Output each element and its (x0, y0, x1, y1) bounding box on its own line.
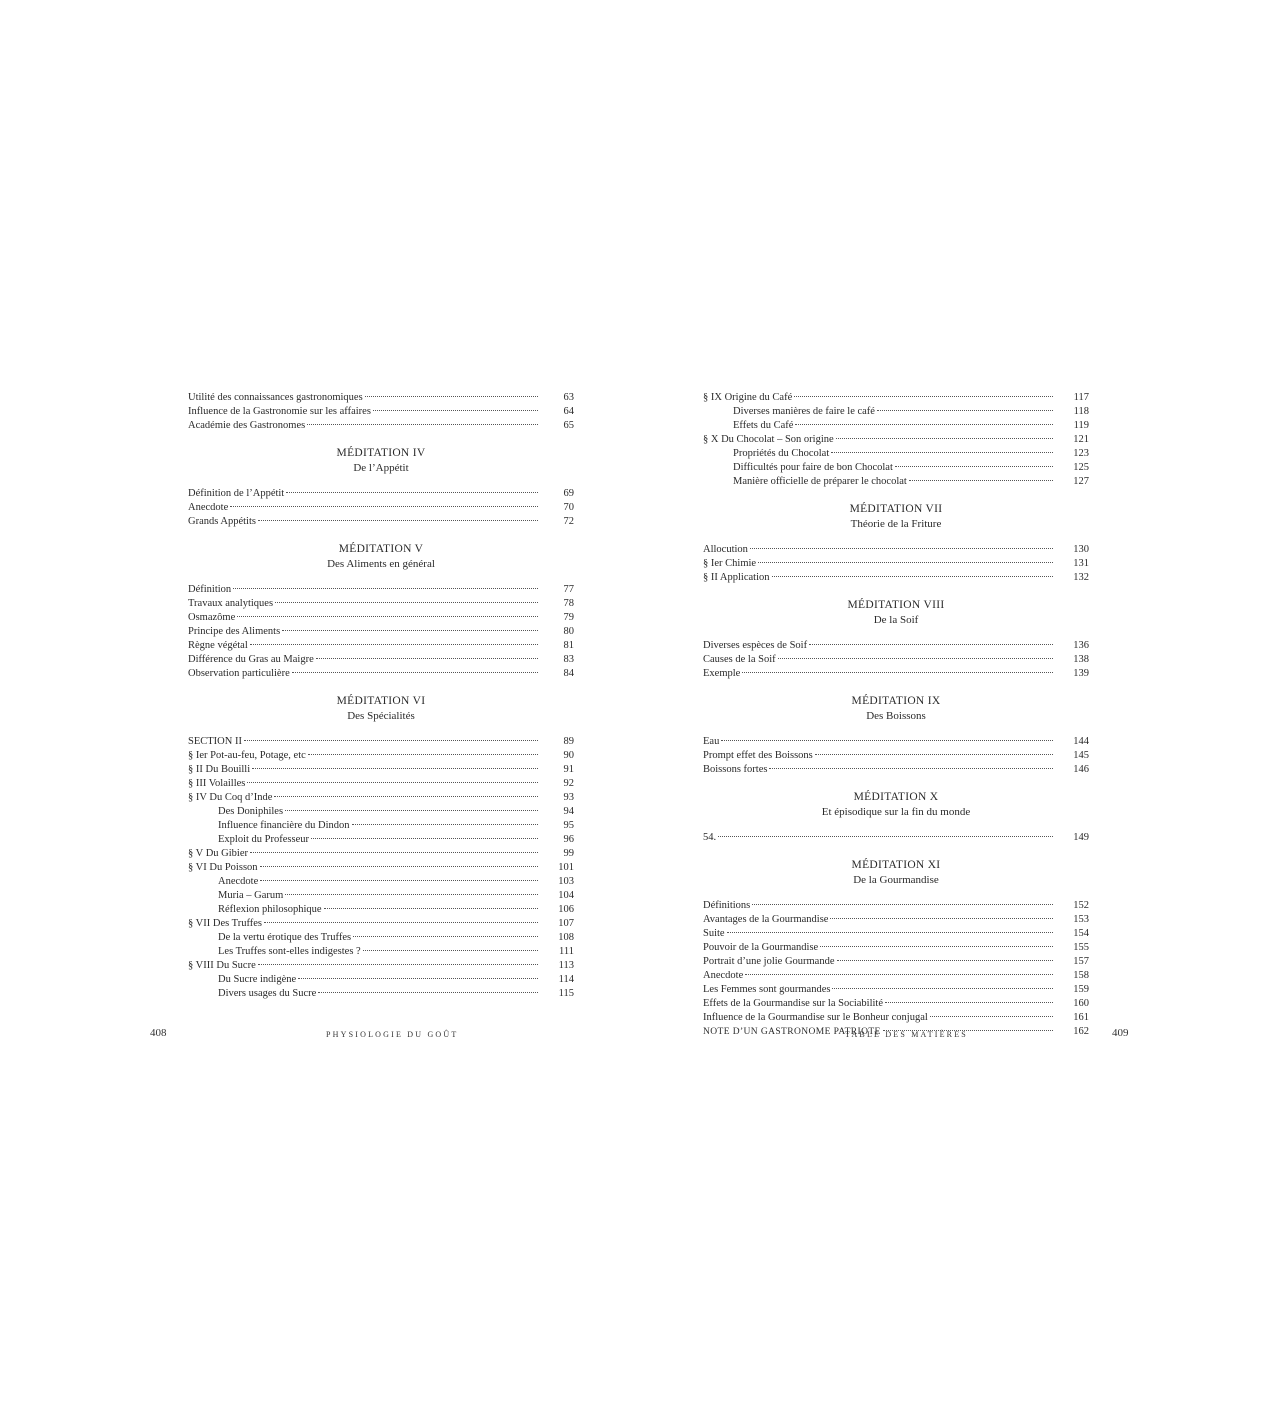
toc-entry-title: Suite (703, 928, 725, 939)
toc-entry-page: 93 (563, 792, 574, 803)
toc-entry[interactable] (703, 969, 1089, 983)
toc-entry-title: Des Doniphiles (218, 806, 284, 817)
toc-entry[interactable] (188, 749, 574, 763)
page-number-right: 409 (1112, 1027, 1129, 1039)
toc-entry-title: Osmazôme (188, 612, 236, 623)
meditation-heading (188, 446, 574, 476)
toc-entry[interactable] (188, 667, 574, 681)
toc-entry-page: 90 (563, 750, 574, 761)
toc-entry[interactable] (188, 847, 574, 861)
dot-leader (307, 424, 538, 425)
dot-leader (877, 410, 1053, 411)
toc-entry[interactable] (703, 831, 1089, 845)
meditation-subtitle: De la Soif (873, 614, 919, 626)
dot-leader (230, 506, 538, 507)
toc-entry-title: Anecdote (703, 970, 744, 981)
toc-entry[interactable] (703, 475, 1089, 489)
toc-entry-page: 107 (558, 918, 574, 929)
dot-leader (252, 768, 538, 769)
toc-entry[interactable] (188, 583, 574, 597)
toc-entry-title: § III Volailles (188, 778, 246, 789)
toc-entry-page: 72 (563, 516, 574, 527)
dot-leader (247, 782, 538, 783)
running-head-right: TABLE DES MATIÈRES (845, 1030, 968, 1039)
toc-entry-page: 144 (1073, 736, 1089, 747)
dot-leader (909, 480, 1053, 481)
dot-leader (250, 644, 538, 645)
meditation-title: MÉDITATION IX (851, 695, 941, 707)
toc-entry[interactable] (703, 653, 1089, 667)
toc-entry-title: § Ier Pot-au-feu, Potage, etc (188, 750, 306, 761)
toc-entry-title: Définitions (703, 900, 751, 911)
toc-entry-page: 78 (563, 598, 574, 609)
toc-entry-page: 159 (1073, 984, 1089, 995)
toc-entry-title: Exemple (703, 668, 741, 679)
toc-entry[interactable] (188, 833, 574, 847)
toc-entry-title: § VIII Du Sucre (188, 960, 256, 971)
dot-leader (318, 992, 538, 993)
toc-entry[interactable] (188, 515, 574, 529)
toc-entry-title: § II Application (703, 572, 770, 583)
toc-entry-title: Pouvoir de la Gourmandise (703, 942, 819, 953)
toc-entry-page: 127 (1073, 476, 1089, 487)
toc-entry-title: § VII Des Truffes (188, 918, 262, 929)
toc-entry-title: § V Du Gibier (188, 848, 248, 859)
toc-entry[interactable] (188, 611, 574, 625)
toc-entry[interactable] (703, 447, 1089, 461)
toc-entry-page: 145 (1073, 750, 1089, 761)
toc-entry-page: 106 (558, 904, 574, 915)
dot-leader (353, 936, 538, 937)
toc-entry-page: 115 (558, 988, 574, 999)
meditation-heading (188, 694, 574, 724)
toc-entry[interactable] (188, 805, 574, 819)
toc-entry-title: Les Truffes sont-elles indigestes ? (218, 946, 361, 957)
meditation-heading (703, 598, 1089, 628)
toc-entry-title: NOTE D’UN GASTRONOME PATRIOTE (703, 1027, 881, 1037)
toc-entry[interactable] (703, 927, 1089, 941)
toc-entry[interactable] (188, 987, 574, 1001)
dot-leader (250, 852, 538, 853)
toc-entry-page: 77 (563, 584, 574, 595)
toc-entry[interactable] (188, 791, 574, 805)
toc-entry-title: Influence financière du Dindon (218, 820, 350, 831)
dot-leader (772, 576, 1054, 577)
toc-entry-title: Allocution (703, 544, 748, 555)
toc-entry-page: 69 (563, 488, 574, 499)
toc-entry[interactable] (703, 391, 1089, 405)
dot-leader (750, 548, 1053, 549)
toc-entry-title: Utilité des connaissances gastronomiques (188, 392, 363, 403)
toc-entry-page: 103 (558, 876, 574, 887)
toc-entry-page: 157 (1073, 956, 1089, 967)
meditation-subtitle: Et épisodique sur la fin du monde (821, 806, 971, 818)
toc-entry-page: 132 (1073, 572, 1089, 583)
toc-entry-page: 79 (563, 612, 574, 623)
meditation-title: MÉDITATION IV (336, 447, 426, 459)
toc-entry-title: Observation particulière (188, 668, 290, 679)
toc-entry[interactable] (703, 405, 1089, 419)
toc-entry[interactable] (188, 735, 574, 749)
toc-entry-page: 121 (1073, 434, 1089, 445)
toc-entry-page: 63 (563, 392, 574, 403)
meditation-title: MÉDITATION VI (336, 695, 426, 707)
toc-entry[interactable] (188, 903, 574, 917)
toc-entry-title: Exploit du Professeur (218, 834, 309, 845)
meditation-title: MÉDITATION VIII (847, 599, 945, 611)
toc-entry[interactable] (188, 861, 574, 875)
meditation-subtitle: Des Spécialités (347, 710, 415, 722)
dot-leader (742, 672, 1053, 673)
toc-entry[interactable] (188, 487, 574, 501)
toc-entry[interactable] (188, 653, 574, 667)
toc-entry-page: 96 (563, 834, 574, 845)
toc-entry-title: Causes de la Soif (703, 654, 776, 665)
meditation-title: MÉDITATION V (338, 543, 424, 555)
dot-leader (930, 1016, 1053, 1017)
toc-entry-title: Divers usages du Sucre (218, 988, 317, 999)
toc-entry-title: Propriétés du Chocolat (733, 448, 830, 459)
meditation-subtitle: Théorie de la Friture (850, 518, 942, 530)
toc-entry[interactable] (703, 571, 1089, 585)
dot-leader (815, 754, 1053, 755)
toc-entry[interactable] (188, 889, 574, 903)
left-page (188, 391, 574, 1001)
dot-leader (324, 908, 538, 909)
dot-leader (298, 978, 538, 979)
toc-entry-title: Les Femmes sont gourmandes (703, 984, 831, 995)
dot-leader (831, 452, 1053, 453)
toc-entry-title: Différence du Gras au Maigre (188, 654, 314, 665)
toc-entry[interactable] (188, 945, 574, 959)
toc-entry-page: 154 (1073, 928, 1089, 939)
toc-entry-page: 64 (563, 406, 574, 417)
dot-leader (365, 396, 538, 397)
toc-entry-page: 104 (558, 890, 574, 901)
toc-entry-page: 118 (1073, 406, 1089, 417)
toc-entry-title: Principe des Aliments (188, 626, 281, 637)
toc-entry[interactable] (703, 461, 1089, 475)
dot-leader (233, 588, 538, 589)
toc-entry-title: § IX Origine du Café (703, 392, 793, 403)
dot-leader (352, 824, 539, 825)
dot-leader (727, 932, 1053, 933)
toc-entry-title: Avantages de la Gourmandise (703, 914, 829, 925)
toc-entry-title: § IV Du Coq d’Inde (188, 792, 273, 803)
toc-entry-title: § Ier Chimie (703, 558, 757, 569)
toc-entry[interactable] (188, 597, 574, 611)
dot-leader (832, 988, 1053, 989)
toc-entry[interactable] (703, 639, 1089, 653)
toc-entry-title: Boissons fortes (703, 764, 768, 775)
toc-entry[interactable] (703, 1011, 1089, 1025)
toc-entry-title: Règne végétal (188, 640, 248, 651)
dot-leader (758, 562, 1053, 563)
meditation-title: MÉDITATION XI (851, 859, 941, 871)
right-page (703, 391, 1089, 1039)
dot-leader (275, 602, 538, 603)
toc-entry[interactable] (188, 875, 574, 889)
toc-entry-page: 113 (558, 960, 574, 971)
dot-leader (373, 410, 538, 411)
meditation-subtitle: De la Gourmandise (853, 874, 939, 886)
page-number-left: 408 (150, 1027, 167, 1039)
dot-leader (794, 396, 1053, 397)
toc-entry-title: De la vertu érotique des Truffes (218, 932, 352, 943)
toc-entry-page: 153 (1073, 914, 1089, 925)
toc-entry-page: 101 (558, 862, 574, 873)
toc-entry[interactable] (188, 931, 574, 945)
toc-entry-title: § X Du Chocolat – Son origine (703, 434, 834, 445)
toc-entry[interactable] (703, 543, 1089, 557)
toc-entry-page: 136 (1073, 640, 1089, 651)
toc-entry[interactable] (188, 501, 574, 515)
toc-entry-page: 130 (1073, 544, 1089, 555)
toc-entry[interactable] (188, 391, 574, 405)
meditation-heading (188, 542, 574, 572)
meditation-heading (703, 502, 1089, 532)
dot-leader (895, 466, 1053, 467)
toc-entry-page: 92 (563, 778, 574, 789)
meditation-heading (703, 858, 1089, 888)
dot-leader (885, 1002, 1053, 1003)
toc-entry[interactable] (188, 763, 574, 777)
toc-entry-page: 65 (563, 420, 574, 431)
toc-entry[interactable] (703, 913, 1089, 927)
toc-entry-page: 80 (563, 626, 574, 637)
toc-entry-title: Définition de l’Appétit (188, 488, 285, 499)
toc-entry[interactable] (188, 973, 574, 987)
dot-leader (745, 974, 1053, 975)
toc-entry-page: 99 (563, 848, 574, 859)
toc-entry-page: 131 (1073, 558, 1089, 569)
toc-entry-title: Influence de la Gourmandise sur le Bonheur conjugal (703, 1012, 928, 1023)
toc-entry-title: Définition (188, 584, 232, 595)
dot-leader (292, 672, 538, 673)
dot-leader (282, 630, 538, 631)
toc-entry-page: 125 (1073, 462, 1089, 473)
dot-leader (308, 754, 538, 755)
toc-entry-page: 84 (563, 668, 574, 679)
toc-entry[interactable] (188, 959, 574, 973)
toc-entry[interactable] (188, 405, 574, 419)
toc-entry-page: 161 (1073, 1012, 1089, 1023)
dot-leader (258, 520, 538, 521)
toc-entry-title: Réflexion philosophique (218, 904, 322, 915)
toc-entry-page: 155 (1073, 942, 1089, 953)
toc-entry-page: 139 (1073, 668, 1089, 679)
dot-leader (260, 866, 538, 867)
dot-leader (286, 492, 538, 493)
toc-entry-title: § VI Du Poisson (188, 862, 258, 873)
toc-entry-title: Effets de la Gourmandise sur la Sociabilité (703, 998, 884, 1009)
toc-entry-title: Académie des Gastronomes (188, 420, 306, 431)
toc-entry-page: 114 (558, 974, 574, 985)
toc-entry-page: 70 (563, 502, 574, 513)
toc-entry-page: 111 (559, 946, 574, 957)
toc-entry[interactable] (703, 983, 1089, 997)
toc-entry-title: SECTION II (188, 736, 242, 747)
dot-leader (274, 796, 538, 797)
toc-entry-title: Muria – Garum (218, 890, 284, 901)
toc-entry[interactable] (703, 433, 1089, 447)
toc-entry-title: Manière officielle de préparer le chocolat (733, 476, 907, 487)
toc-entry[interactable] (188, 777, 574, 791)
toc-entry-title: § II Du Bouilli (188, 764, 251, 775)
toc-entry-page: 138 (1073, 654, 1089, 665)
toc-entry[interactable] (188, 625, 574, 639)
meditation-title: MÉDITATION VII (849, 503, 943, 515)
toc-entry-title: Diverses espèces de Soif (703, 640, 808, 651)
toc-entry[interactable] (703, 955, 1089, 969)
toc-entry[interactable] (703, 419, 1089, 433)
dot-leader (721, 740, 1053, 741)
toc-entry-title: Diverses manières de faire le café (733, 406, 875, 417)
toc-entry-title: Eau (703, 736, 720, 747)
toc-entry[interactable] (703, 735, 1089, 749)
dot-leader (316, 658, 538, 659)
meditation-title: MÉDITATION X (853, 791, 939, 803)
toc-entry-page: 91 (563, 764, 574, 775)
toc-entry-page: 89 (563, 736, 574, 747)
meditation-subtitle: Des Boissons (866, 710, 926, 722)
dot-leader (260, 880, 538, 881)
dot-leader (718, 836, 1053, 837)
toc-entry-title: Anecdote (218, 876, 259, 887)
toc-entry[interactable] (703, 941, 1089, 955)
toc-entry[interactable] (188, 419, 574, 433)
meditation-subtitle: Des Aliments en général (327, 558, 435, 570)
toc-entry-page: 158 (1073, 970, 1089, 981)
dot-leader (830, 918, 1053, 919)
dot-leader (795, 424, 1053, 425)
toc-entry-page: 94 (563, 806, 574, 817)
dot-leader (244, 740, 538, 741)
toc-entry-page: 95 (563, 820, 574, 831)
toc-entry-page: 119 (1073, 420, 1089, 431)
dot-leader (285, 894, 538, 895)
toc-entry-page: 117 (1073, 392, 1089, 403)
toc-entry-page: 108 (558, 932, 574, 943)
toc-entry-page: 146 (1073, 764, 1089, 775)
toc-entry-page: 81 (563, 640, 574, 651)
dot-leader (837, 960, 1053, 961)
dot-leader (809, 644, 1053, 645)
toc-entry-title: Difficultés pour faire de bon Chocolat (733, 462, 893, 473)
toc-entry[interactable] (188, 917, 574, 931)
toc-entry-title: Grands Appétits (188, 516, 256, 527)
toc-entry-page: 149 (1073, 832, 1089, 843)
dot-leader (820, 946, 1053, 947)
toc-entry-title: Influence de la Gastronomie sur les affaires (188, 406, 371, 417)
meditation-heading (703, 694, 1089, 724)
toc-entry-page: 162 (1073, 1026, 1089, 1037)
toc-entry-page: 123 (1073, 448, 1089, 459)
toc-entry[interactable] (703, 557, 1089, 571)
toc-entry[interactable] (703, 899, 1089, 913)
toc-entry-page: 152 (1073, 900, 1089, 911)
meditation-subtitle: De l’Appétit (353, 462, 409, 474)
toc-entry-title: Anecdote (188, 502, 229, 513)
dot-leader (778, 658, 1053, 659)
dot-leader (769, 768, 1053, 769)
toc-entry[interactable] (703, 997, 1089, 1011)
dot-leader (311, 838, 538, 839)
toc-entry-title: 54. (703, 832, 717, 843)
dot-leader (264, 922, 538, 923)
dot-leader (258, 964, 538, 965)
toc-entry-title: Du Sucre indigène (218, 974, 297, 985)
meditation-heading (703, 790, 1089, 820)
dot-leader (836, 438, 1053, 439)
toc-entry[interactable] (188, 819, 574, 833)
dot-leader (285, 810, 538, 811)
toc-entry-title: Effets du Café (733, 420, 794, 431)
toc-entry[interactable] (188, 639, 574, 653)
toc-entry-title: Travaux analytiques (188, 598, 274, 609)
toc-entry[interactable] (703, 667, 1089, 681)
running-head-left: PHYSIOLOGIE DU GOÛT (326, 1030, 459, 1039)
toc-entry[interactable] (703, 763, 1089, 777)
toc-entry[interactable] (703, 749, 1089, 763)
toc-entry-page: 160 (1073, 998, 1089, 1009)
toc-entry-title: Prompt effet des Boissons (703, 750, 813, 761)
dot-leader (752, 904, 1053, 905)
toc-entry-title: Portrait d’une jolie Gourmande (703, 956, 835, 967)
dot-leader (363, 950, 538, 951)
dot-leader (237, 616, 538, 617)
toc-entry-page: 83 (563, 654, 574, 665)
